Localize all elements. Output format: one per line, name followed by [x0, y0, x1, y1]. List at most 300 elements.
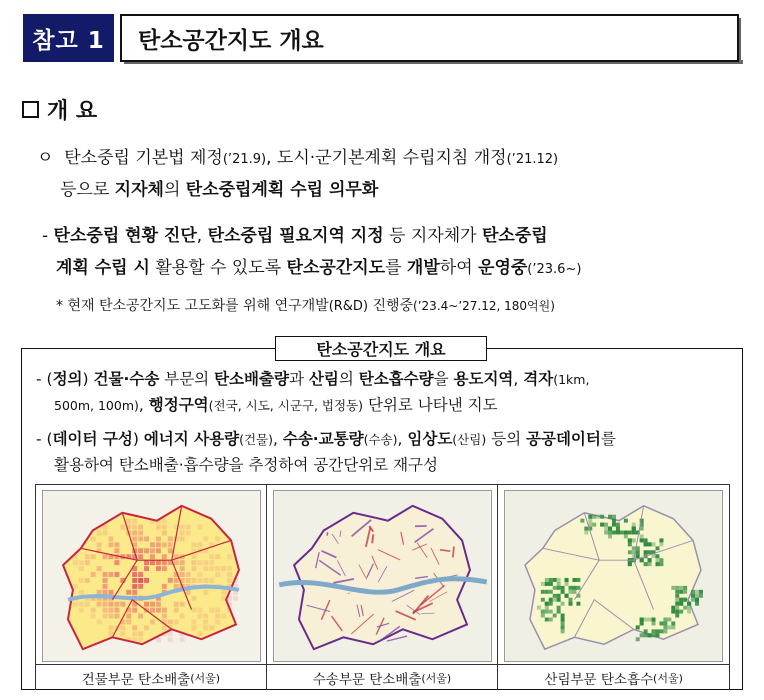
emission-cell	[156, 548, 161, 553]
emission-cell	[150, 542, 155, 547]
emission-cell	[103, 602, 108, 607]
absorption-cell	[656, 562, 660, 566]
absorption-cell	[561, 586, 565, 590]
absorption-cell	[640, 558, 644, 562]
absorption-cell	[600, 523, 604, 527]
emission-cell	[73, 584, 78, 589]
text: 활용할 수 있도록	[149, 258, 287, 278]
emission-cell	[192, 578, 197, 583]
absorption-cell	[680, 610, 684, 614]
emission-cell	[103, 554, 108, 559]
absorption-cell	[672, 625, 676, 629]
emission-cell	[192, 608, 197, 613]
absorption-cell	[652, 621, 656, 625]
emission-cell	[227, 578, 232, 583]
text-bold: 임상도	[407, 430, 453, 448]
emission-cell	[132, 625, 137, 630]
absorption-cell	[632, 538, 636, 542]
emission-cell	[132, 578, 137, 583]
text: 을	[433, 370, 454, 388]
absorption-cell	[553, 614, 557, 618]
text: ,	[196, 226, 208, 246]
emission-cell	[97, 590, 102, 595]
emission-cell	[91, 554, 96, 559]
absorption-cell	[652, 554, 656, 558]
emission-cell	[221, 596, 226, 601]
text: - (	[36, 430, 53, 448]
text-bold: 격자	[523, 370, 554, 388]
emission-cell	[132, 525, 137, 530]
bullet1-line2	[60, 178, 378, 202]
text: 등의	[486, 430, 527, 448]
emission-cell	[144, 536, 149, 541]
absorption-cell	[640, 527, 644, 531]
emission-cell	[209, 625, 214, 630]
absorption-cell	[557, 598, 561, 602]
emission-cell	[144, 602, 149, 607]
emission-cell	[85, 602, 90, 607]
emission-cell	[150, 560, 155, 565]
emission-cell	[91, 572, 96, 577]
emission-cell	[132, 608, 137, 613]
text: 부문의	[159, 370, 215, 388]
emission-cell	[150, 602, 155, 607]
map-caption-transport	[267, 664, 498, 690]
emission-cell	[174, 578, 179, 583]
absorption-cell	[561, 621, 565, 625]
absorption-cell	[593, 523, 597, 527]
absorption-cell	[624, 519, 628, 523]
absorption-cell	[561, 625, 565, 629]
absorption-cell	[668, 618, 672, 622]
absorption-cell	[557, 578, 561, 582]
absorption-cell	[660, 621, 664, 625]
absorption-cell	[581, 519, 585, 523]
emission-cell	[174, 560, 179, 565]
text: (수송)	[363, 432, 398, 447]
emission-cell	[168, 637, 173, 642]
absorption-cell	[695, 598, 699, 602]
text: 500m, 100m)	[54, 398, 139, 413]
absorption-cell	[597, 515, 601, 519]
absorption-cell	[636, 625, 640, 629]
bullet1-line1	[37, 146, 558, 172]
dash: -	[42, 226, 54, 246]
absorption-cell	[680, 602, 684, 606]
building-map-svg	[43, 491, 260, 661]
emission-cell	[162, 525, 167, 530]
emission-cell	[97, 531, 102, 536]
appendix-label: 참고 1	[23, 14, 114, 62]
absorption-cell	[691, 594, 695, 598]
text: 를	[385, 258, 407, 278]
absorption-cell	[644, 550, 648, 554]
emission-cell	[126, 619, 131, 624]
emission-cell	[227, 602, 232, 607]
text-bold: 건물·수송	[93, 370, 160, 388]
map-cell-transport	[267, 485, 499, 690]
emission-cell	[209, 566, 214, 571]
emission-cell	[186, 590, 191, 595]
emission-cell	[215, 608, 220, 613]
absorption-cell	[541, 598, 545, 602]
section-title: 개 요	[47, 99, 98, 124]
absorption-cell	[656, 633, 660, 637]
emission-cell	[180, 531, 185, 536]
text: 과	[288, 370, 309, 388]
absorption-cell	[695, 602, 699, 606]
emission-cell	[197, 572, 202, 577]
text: 단위로 나타낸 지도	[363, 396, 498, 414]
absorption-cell	[687, 610, 691, 614]
absorption-cell	[683, 606, 687, 610]
emission-cell	[138, 548, 143, 553]
absorption-cell	[577, 578, 581, 582]
emission-cell	[126, 614, 131, 619]
absorption-cell	[680, 598, 684, 602]
emission-cell	[144, 548, 149, 553]
data-line2	[54, 454, 438, 476]
absorption-cell	[691, 598, 695, 602]
absorption-cell	[549, 578, 553, 582]
caption-region: (서울)	[190, 671, 221, 685]
emission-cell	[109, 614, 114, 619]
absorption-cell	[676, 586, 680, 590]
absorption-cell	[549, 582, 553, 586]
emission-cell	[156, 542, 161, 547]
emission-cell	[132, 572, 137, 577]
emission-cell	[114, 542, 119, 547]
emission-cell	[180, 560, 185, 565]
definition-line1	[36, 368, 589, 391]
emission-cell	[114, 560, 119, 565]
text-bold: 탄소중립 현황 진단	[53, 226, 197, 246]
absorption-cell	[549, 618, 553, 622]
emission-cell	[138, 572, 143, 577]
text: (R&D)	[328, 299, 369, 314]
absorption-cell	[680, 586, 684, 590]
absorption-cell	[636, 550, 640, 554]
text-bold: 공공데이터	[526, 430, 601, 448]
text: (건물)	[239, 432, 273, 447]
absorption-cell	[687, 602, 691, 606]
absorption-cell	[628, 538, 632, 542]
absorption-cell	[545, 578, 549, 582]
emission-cell	[132, 536, 137, 541]
emission-cell	[85, 578, 90, 583]
text: 등 지자체가	[383, 226, 482, 246]
absorption-cell	[628, 531, 632, 535]
emission-cell	[132, 519, 137, 524]
emission-cell	[103, 578, 108, 583]
emission-cell	[150, 554, 155, 559]
emission-cell	[192, 554, 197, 559]
absorption-cell	[612, 531, 616, 535]
absorption-cell	[553, 586, 557, 590]
absorption-cell	[557, 594, 561, 598]
emission-cell	[79, 590, 84, 595]
absorption-cell	[628, 550, 632, 554]
emission-cell	[126, 590, 131, 595]
absorption-cell	[549, 590, 553, 594]
text: 활용하여 탄소배출·흡수량을 추정하여 공간단위로 재구성	[54, 456, 438, 474]
text: 의	[163, 180, 186, 200]
footnote	[56, 294, 555, 319]
absorption-cell	[644, 538, 648, 542]
absorption-cell	[652, 542, 656, 546]
absorption-cell	[668, 625, 672, 629]
emission-cell	[197, 542, 202, 547]
emission-cell	[162, 566, 167, 571]
emission-cell	[174, 619, 179, 624]
emission-cell	[114, 572, 119, 577]
emission-cell	[203, 536, 208, 541]
emission-cell	[103, 531, 108, 536]
absorption-cell	[589, 515, 593, 519]
absorption-cell	[648, 633, 652, 637]
text-bold: 정의	[52, 370, 83, 388]
absorption-cell	[545, 590, 549, 594]
absorption-cell	[541, 610, 545, 614]
emission-cell	[138, 637, 143, 642]
text: (산림)	[452, 432, 487, 447]
emission-cell	[168, 536, 173, 541]
emission-cell	[120, 631, 125, 636]
emission-cell	[186, 525, 191, 530]
emission-cell	[156, 560, 161, 565]
emission-cell	[79, 602, 84, 607]
text: - (	[36, 370, 53, 388]
absorption-cell	[612, 515, 616, 519]
absorption-cell	[549, 598, 553, 602]
absorption-cell	[608, 515, 612, 519]
absorption-cell	[573, 578, 577, 582]
text-bold: 탄소중립계획 수립 의무화	[185, 180, 379, 200]
emission-cell	[138, 525, 143, 530]
section-heading	[22, 94, 97, 125]
absorption-cell	[565, 582, 569, 586]
absorption-cell	[545, 602, 549, 606]
emission-cell	[233, 578, 238, 583]
absorption-cell	[569, 590, 573, 594]
absorption-cell	[664, 625, 668, 629]
emission-cell	[162, 614, 167, 619]
emission-cell	[103, 608, 108, 613]
forest-absorption-map	[504, 490, 723, 662]
emission-cell	[144, 578, 149, 583]
emission-cell	[91, 614, 96, 619]
emission-cell	[156, 637, 161, 642]
emission-cell	[227, 608, 232, 613]
absorption-cell	[632, 527, 636, 531]
text: (전국, 시도, 시군구, 법정동)	[208, 398, 364, 413]
emission-cell	[109, 590, 114, 595]
absorption-cell	[577, 602, 581, 606]
text: 탄소중립 기본법 제정	[64, 148, 223, 168]
absorption-cell	[676, 610, 680, 614]
transport-map-svg	[274, 491, 491, 661]
emission-cell	[73, 560, 78, 565]
absorption-cell	[553, 578, 557, 582]
emission-cell	[156, 536, 161, 541]
absorption-cell	[636, 637, 640, 641]
emission-cell	[209, 608, 214, 613]
absorption-cell	[553, 594, 557, 598]
map-cell-building	[35, 485, 267, 690]
emission-cell	[162, 584, 167, 589]
emission-cell	[97, 619, 102, 624]
absorption-cell	[632, 546, 636, 550]
emission-cell	[103, 584, 108, 589]
emission-cell	[197, 608, 202, 613]
emission-cell	[162, 608, 167, 613]
absorption-cell	[676, 594, 680, 598]
emission-cell	[221, 566, 226, 571]
emission-cell	[192, 566, 197, 571]
emission-cell	[132, 584, 137, 589]
text-bold: 탄소배출량	[214, 370, 289, 388]
absorption-cell	[676, 602, 680, 606]
absorption-cell	[648, 550, 652, 554]
checkbox-square-icon	[22, 101, 39, 118]
emission-cell	[168, 578, 173, 583]
emission-cell	[203, 614, 208, 619]
emission-cell	[168, 548, 173, 553]
absorption-cell	[549, 602, 553, 606]
absorption-cell	[644, 633, 648, 637]
emission-cell	[174, 602, 179, 607]
emission-cell	[144, 625, 149, 630]
emission-cell	[203, 590, 208, 595]
emission-cell	[132, 631, 137, 636]
emission-cell	[138, 631, 143, 636]
absorption-cell	[585, 531, 589, 535]
emission-cell	[180, 631, 185, 636]
emission-cell	[144, 560, 149, 565]
absorption-cell	[672, 586, 676, 590]
absorption-cell	[644, 618, 648, 622]
emission-cell	[203, 619, 208, 624]
text: ,	[272, 430, 283, 448]
emission-cell	[120, 602, 125, 607]
emission-cell	[97, 542, 102, 547]
caption-text: 수송부문 탄소배출	[312, 671, 422, 688]
emission-cell	[103, 614, 108, 619]
absorption-cell	[648, 618, 652, 622]
emission-cell	[91, 536, 96, 541]
emission-cell	[109, 625, 114, 630]
emission-cell	[156, 525, 161, 530]
emission-cell	[162, 542, 167, 547]
caption-region: (서울)	[421, 671, 452, 685]
text-bold: 탄소흡수량	[358, 370, 434, 388]
emission-cell	[150, 519, 155, 524]
text: (’23.4~’27.12, 180억원)	[413, 299, 555, 313]
absorption-cell	[620, 531, 624, 535]
emission-cell	[150, 619, 155, 624]
emission-cell	[103, 590, 108, 595]
emission-cell	[138, 554, 143, 559]
absorption-cell	[680, 590, 684, 594]
absorption-cell	[656, 554, 660, 558]
absorption-cell	[608, 531, 612, 535]
text-bold: 데이터 구성	[52, 430, 133, 448]
emission-cell	[180, 525, 185, 530]
absorption-cell	[676, 598, 680, 602]
absorption-cell	[660, 538, 664, 542]
emission-cell	[114, 608, 119, 613]
absorption-cell	[640, 618, 644, 622]
emission-cell	[215, 572, 220, 577]
absorption-cell	[676, 590, 680, 594]
absorption-cell	[660, 629, 664, 633]
caption-text: 건물부문 탄소배출	[81, 671, 191, 688]
date: (’23.6~)	[527, 262, 582, 277]
absorption-cell	[664, 618, 668, 622]
emission-cell	[180, 536, 185, 541]
emission-cell	[109, 572, 114, 577]
text-bold: 수송·교통량	[282, 430, 364, 448]
emission-cell	[132, 531, 137, 536]
text: ,	[138, 396, 149, 414]
absorption-cell	[648, 542, 652, 546]
absorption-cell	[676, 614, 680, 618]
absorption-cell	[557, 606, 561, 610]
absorption-cell	[541, 614, 545, 618]
bullet2-line2	[56, 256, 581, 282]
text: )	[132, 430, 144, 448]
date: (’21.12)	[506, 152, 559, 167]
emission-cell	[97, 602, 102, 607]
emission-cell	[103, 572, 108, 577]
emission-cell	[73, 602, 78, 607]
absorption-cell	[557, 586, 561, 590]
absorption-cell	[565, 578, 569, 582]
emission-cell	[180, 602, 185, 607]
map-table	[35, 485, 730, 690]
transport-emission-map	[273, 490, 492, 662]
absorption-cell	[593, 515, 597, 519]
emission-cell	[186, 572, 191, 577]
definition-line2	[54, 394, 498, 417]
emission-cell	[162, 560, 167, 565]
emission-cell	[109, 542, 114, 547]
absorption-cell	[604, 523, 608, 527]
emission-cell	[109, 608, 114, 613]
emission-cell	[103, 525, 108, 530]
absorption-cell	[541, 582, 545, 586]
emission-cell	[168, 631, 173, 636]
absorption-cell	[549, 610, 553, 614]
absorption-cell	[695, 590, 699, 594]
absorption-cell	[672, 621, 676, 625]
absorption-cell	[644, 562, 648, 566]
absorption-cell	[616, 531, 620, 535]
emission-cell	[73, 554, 78, 559]
absorption-cell	[545, 610, 549, 614]
emission-cell	[91, 608, 96, 613]
road-segment	[372, 534, 373, 543]
emission-cell	[203, 625, 208, 630]
absorption-cell	[699, 590, 703, 594]
absorption-cell	[628, 542, 632, 546]
emission-cell	[156, 566, 161, 571]
absorption-cell	[636, 554, 640, 558]
text: ,	[397, 430, 408, 448]
emission-cell	[180, 614, 185, 619]
map-caption-building	[36, 664, 266, 690]
text: * 현재 탄소공간지도 고도화를 위해 연구개발	[56, 298, 329, 314]
